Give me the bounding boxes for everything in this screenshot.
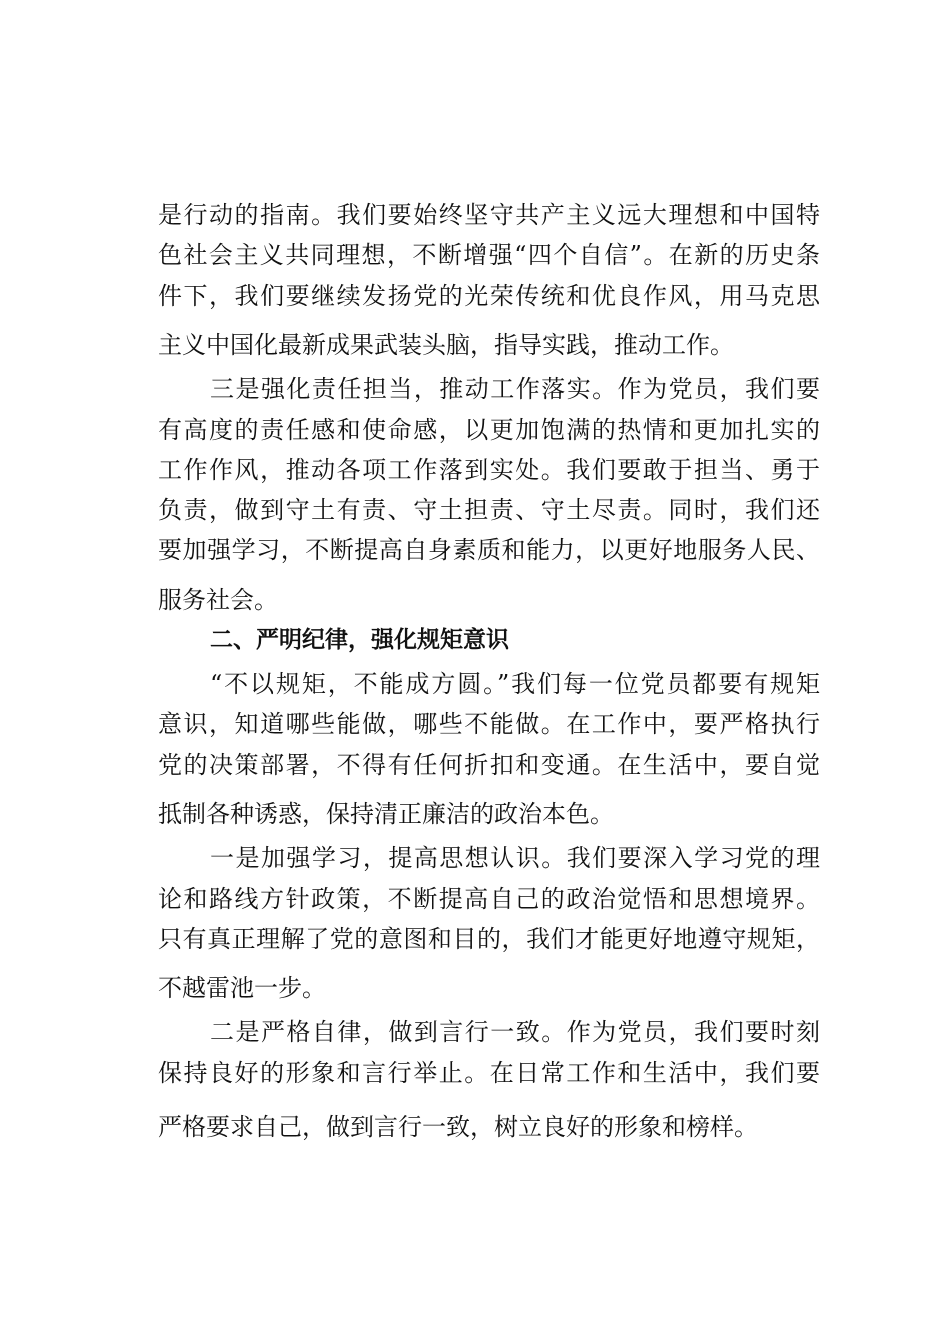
paragraph-line: 负责，做到守土有责、守土担责、守土尽责。同时，我们还: [158, 496, 820, 524]
paragraph-line: 主义中国化最新成果武装头脑，指导实践，推动工作。: [158, 331, 734, 359]
paragraph-line: 一是加强学习，提高思想认识。我们要深入学习党的理: [210, 844, 820, 872]
paragraph-line: 保持良好的形象和言行举止。在日常工作和生活中，我们要: [158, 1059, 820, 1087]
paragraph-line: 只有真正理解了党的意图和目的，我们才能更好地遵守规矩，: [158, 925, 820, 953]
paragraph-line: 抵制各种诱惑，保持清正廉洁的政治本色。: [158, 800, 614, 828]
paragraph-line: 是行动的指南。我们要始终坚守共产主义远大理想和中国特: [158, 201, 820, 229]
paragraph-line: 意识，知道哪些能做，哪些不能做。在工作中，要严格执行: [158, 710, 820, 738]
paragraph-line: 服务社会。: [158, 586, 278, 614]
section-heading: 二、严明纪律，强化规矩意识: [210, 627, 509, 653]
paragraph-line: 要加强学习，不断提高自身素质和能力，以更好地服务人民、: [158, 536, 820, 564]
paragraph-line: 色社会主义共同理想，不断增强“四个自信”。在新的历史条: [158, 241, 820, 269]
paragraph-line: 二是严格自律，做到言行一致。作为党员，我们要时刻: [210, 1018, 820, 1046]
paragraph-line: 三是强化责任担当，推动工作落实。作为党员，我们要: [210, 375, 820, 403]
paragraph-line: 件下，我们要继续发扬党的光荣传统和优良作风，用马克思: [158, 282, 820, 310]
paragraph-line: 不越雷池一步。: [158, 974, 326, 1002]
paragraph-line: 党的决策部署，不得有任何折扣和变通。在生活中，要自觉: [158, 751, 820, 779]
paragraph-line: “不以规矩，不能成方圆。”我们每一位党员都要有规矩: [210, 670, 820, 698]
paragraph-line: 有高度的责任感和使命感，以更加饱满的热情和更加扎实的: [158, 416, 820, 444]
paragraph-line: 论和路线方针政策，不断提高自己的政治觉悟和思想境界。: [158, 885, 820, 913]
paragraph-line: 工作作风，推动各项工作落到实处。我们要敢于担当、勇于: [158, 456, 820, 484]
paragraph-line: 严格要求自己，做到言行一致，树立良好的形象和榜样。: [158, 1113, 758, 1141]
